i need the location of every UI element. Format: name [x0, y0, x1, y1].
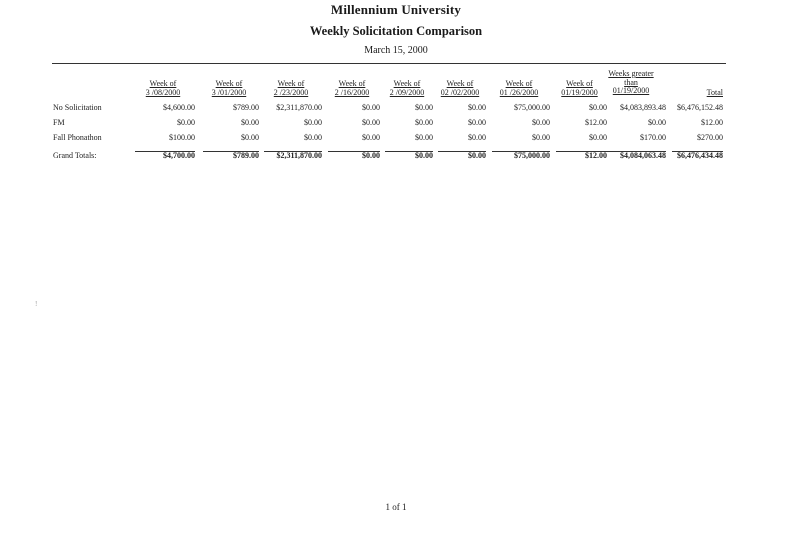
row-label: No Solicitation [53, 103, 102, 112]
grand-total-cell: $4,700.00 [163, 151, 195, 160]
grand-total-cell: $75,000.00 [514, 151, 550, 160]
column-header-week-label: Week of [277, 79, 305, 88]
column-header-date: 2 /23/2000 [273, 87, 309, 97]
column-header [381, 80, 433, 97]
column-header [596, 70, 666, 96]
column-header-week-label: Week of [393, 79, 421, 88]
page-number: 1 of 1 [385, 502, 407, 512]
table-cell: $0.00 [177, 118, 195, 127]
table-cell: $75,000.00 [514, 103, 550, 112]
table-cell: $0.00 [415, 103, 433, 112]
table-cell: $270.00 [697, 133, 723, 142]
table-cell: $0.00 [589, 103, 607, 112]
column-header [324, 80, 380, 97]
column-header-week-label: Week of [505, 79, 533, 88]
table-cell: $0.00 [589, 133, 607, 142]
column-header-date: Total [706, 88, 723, 97]
column-header-date: 01 /26/2000 [499, 87, 539, 97]
column-header [131, 80, 195, 97]
report-title: Millennium University [330, 2, 462, 17]
grand-total-cell: $2,311,870.00 [276, 151, 322, 160]
table-cell: $100.00 [169, 133, 195, 142]
grand-total-cell: $12.00 [585, 151, 607, 160]
grand-total-cell: $0.00 [415, 151, 433, 160]
table-cell: $0.00 [304, 118, 322, 127]
column-header [260, 80, 322, 97]
column-header [434, 80, 486, 97]
column-header-date: 01/19/2000 [561, 87, 598, 97]
table-cell: $2,311,870.00 [276, 103, 322, 112]
column-header-date: 3 /08/2000 [145, 87, 181, 97]
grand-total-cell: $789.00 [233, 151, 259, 160]
table-cell: $0.00 [648, 118, 666, 127]
table-cell: $0.00 [415, 133, 433, 142]
header-rule [52, 63, 726, 64]
table-cell: $0.00 [532, 118, 550, 127]
column-header-week-label: Week of [215, 79, 243, 88]
table-cell: $0.00 [468, 103, 486, 112]
table-cell: $4,600.00 [163, 103, 195, 112]
scan-mark: ! [35, 300, 38, 308]
grand-total-cell: $0.00 [468, 151, 486, 160]
table-cell: $0.00 [241, 133, 259, 142]
column-header-date: 2 /09/2000 [389, 87, 425, 97]
column-header-date: 01/19/2000 [612, 86, 650, 95]
table-cell: $0.00 [415, 118, 433, 127]
table-cell: $0.00 [362, 118, 380, 127]
table-cell: $0.00 [532, 133, 550, 142]
table-cell: $4,083,893.48 [620, 103, 666, 112]
grand-total-cell: $4,084,063.48 [620, 151, 666, 160]
table-cell: $170.00 [640, 133, 666, 142]
grand-total-label: Grand Totals: [53, 151, 97, 160]
report-subtitle: Weekly Solicitation Comparison [309, 24, 483, 38]
column-header [668, 89, 723, 98]
column-header-week-label: Week of [149, 79, 177, 88]
table-cell: $0.00 [362, 133, 380, 142]
grand-total-cell: $6,476,434.48 [677, 151, 723, 160]
column-header-week-label: Week of [446, 79, 474, 88]
column-header [488, 80, 550, 97]
table-cell: $0.00 [241, 118, 259, 127]
table-cell: $12.00 [585, 118, 607, 127]
column-header-date: 02 /02/2000 [440, 87, 480, 97]
column-header-week-label: Week of [566, 79, 593, 88]
table-cell: $0.00 [362, 103, 380, 112]
row-label: FM [53, 118, 65, 127]
column-header [199, 80, 259, 97]
column-header-qualifier: than [624, 77, 638, 87]
column-header-date: 2 /16/2000 [334, 87, 370, 97]
column-header-date: 3 /01/2000 [211, 87, 247, 97]
table-cell: $0.00 [304, 133, 322, 142]
table-cell: $0.00 [468, 133, 486, 142]
column-header-week-label: Week of [338, 79, 366, 88]
table-cell: $0.00 [468, 118, 486, 127]
column-header-week-label: Weeks greater [608, 69, 654, 78]
grand-total-cell: $0.00 [362, 151, 380, 160]
report-date: March 15, 2000 [364, 45, 428, 56]
table-cell: $12.00 [701, 118, 723, 127]
table-cell: $789.00 [233, 103, 259, 112]
table-cell: $6,476,152.48 [677, 103, 723, 112]
row-label: Fall Phonathon [53, 133, 102, 142]
